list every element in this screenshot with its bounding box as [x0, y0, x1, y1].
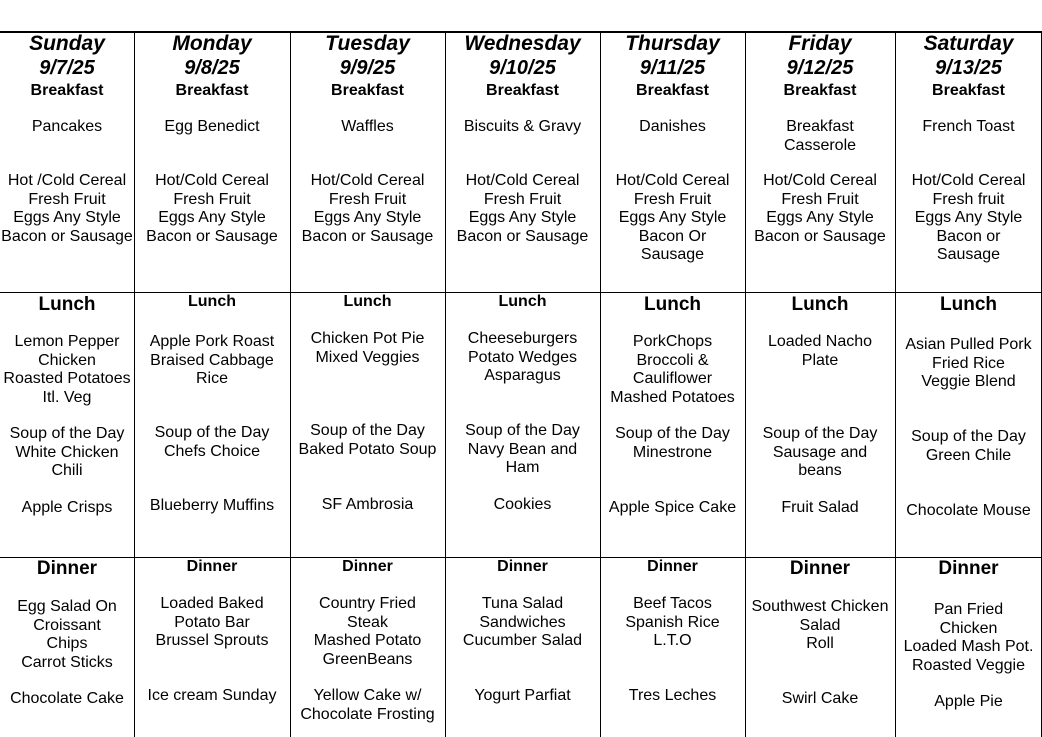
menu-item: Cucumber Salad — [462, 632, 583, 649]
menu-item: Asian Pulled Pork — [905, 336, 1032, 353]
menu-item: Chicken — [939, 619, 998, 637]
menu-item: Fruit Salad — [781, 499, 859, 516]
menu-item: Soup of the Day — [762, 425, 878, 442]
menu-item: Loaded Mash Pot. — [903, 638, 1034, 655]
day-column — [290, 0, 445, 737]
menu-item: Chicken Pot Pie — [310, 330, 425, 347]
menu-item: Apple Spice Cake — [608, 499, 737, 516]
menu-item: Yellow Cake w/ — [313, 687, 422, 704]
menu-item: Sausage — [640, 246, 705, 263]
menu-item: Eggs Any Style — [468, 209, 577, 226]
menu-item: Soup of the Day — [310, 422, 425, 439]
menu-item: Mixed Veggies — [315, 348, 420, 366]
menu-item: Cookies — [493, 496, 552, 513]
menu-item: PorkChops — [632, 333, 713, 350]
menu-item: French Toast — [922, 118, 1015, 135]
menu-item: Waffles — [341, 118, 394, 135]
day-date: 9/8/25 — [184, 57, 240, 79]
menu-item: Plate — [801, 351, 839, 369]
menu-item: Green Chile — [925, 446, 1012, 464]
breakfast-header: Breakfast — [636, 82, 709, 99]
menu-item: Roasted Veggie — [912, 656, 1025, 674]
menu-item: Apple Pie — [934, 693, 1003, 710]
menu-item: GreenBeans — [322, 650, 413, 668]
breakfast-item-group — [875, 172, 1042, 265]
menu-item: Blueberry Muffins — [149, 497, 275, 514]
menu-item: Minestrone — [632, 443, 713, 461]
menu-item: Hot/Cold Cereal — [763, 172, 877, 189]
menu-item: Chili — [51, 462, 83, 479]
menu-item: Ice cream Sunday — [147, 687, 277, 704]
menu-item: Danishes — [639, 118, 706, 135]
menu-item: Chicken — [38, 351, 96, 369]
lunch-item-group — [875, 502, 1042, 521]
menu-item: Fresh Fruit — [483, 190, 562, 208]
menu-item: Soup of the Day — [615, 425, 730, 442]
menu-item: Sausage and — [772, 443, 868, 461]
breakfast-header: Breakfast — [932, 82, 1005, 99]
day-column — [895, 0, 1042, 737]
lunch-header: Lunch — [188, 293, 236, 310]
lunch-header: Lunch — [940, 294, 997, 315]
day-date: 9/10/25 — [489, 57, 556, 79]
menu-item: Chocolate Frosting — [300, 705, 435, 723]
menu-item: Eggs Any Style — [13, 209, 121, 226]
lunch-header: Lunch — [498, 293, 547, 310]
menu-item: Pan Fried — [933, 601, 1004, 618]
menu-item: Cheeseburgers — [467, 330, 578, 347]
menu-item: Loaded Baked — [160, 595, 264, 612]
dinner-header: Dinner — [36, 558, 98, 579]
menu-item: Fresh Fruit — [633, 190, 712, 208]
day-date: 9/12/25 — [786, 57, 854, 79]
menu-item: Fresh Fruit — [28, 190, 106, 208]
menu-item: Hot/Cold Cereal — [310, 172, 425, 189]
menu-item: Country Fried — [319, 595, 416, 612]
day-name: Tuesday — [325, 32, 410, 55]
menu-item: White Chicken — [15, 443, 119, 461]
dinner-header: Dinner — [647, 558, 698, 575]
menu-item: Beef Tacos — [633, 595, 712, 612]
menu-item: Eggs Any Style — [158, 209, 266, 226]
menu-item: Braised Cabbage — [150, 351, 274, 369]
dinner-header: Dinner — [186, 558, 238, 575]
lunch-header: Lunch — [38, 294, 96, 315]
menu-item: Bacon or Sausage — [456, 227, 589, 245]
menu-item: Southwest Chicken — [751, 598, 889, 615]
menu-item: Hot/Cold Cereal — [155, 172, 269, 189]
dinner-header: Dinner — [497, 558, 548, 575]
menu-item: beans — [798, 462, 842, 479]
menu-item: Bacon or Sausage — [754, 227, 886, 245]
menu-item: Hot /Cold Cereal — [7, 172, 127, 189]
menu-item: Casserole — [783, 136, 857, 154]
menu-item: Apple Crisps — [21, 499, 113, 516]
menu-item: Fresh Fruit — [173, 190, 251, 208]
menu-item: Apple Pork Roast — [149, 333, 275, 350]
breakfast-item-group — [875, 118, 1042, 137]
menu-item: Baked Potato Soup — [298, 440, 437, 458]
breakfast-header: Breakfast — [486, 82, 559, 99]
dinner-item-group — [875, 601, 1042, 675]
day-date: 9/13/25 — [935, 57, 1002, 79]
dinner-header: Dinner — [342, 558, 393, 575]
menu-item: Eggs Any Style — [766, 209, 874, 226]
day-column — [445, 0, 600, 737]
lunch-header: Lunch — [644, 294, 701, 315]
day-name: Wednesday — [464, 32, 581, 55]
day-column — [600, 0, 745, 737]
day-column — [745, 0, 895, 737]
dinner-header: Dinner — [789, 558, 851, 579]
lunch-header: Lunch — [343, 293, 392, 310]
menu-item: Veggie Blend — [921, 373, 1016, 390]
lunch-item-group — [875, 428, 1042, 465]
day-name: Sunday — [29, 32, 105, 55]
menu-item: Eggs Any Style — [914, 209, 1023, 226]
day-name: Thursday — [625, 32, 720, 55]
lunch-header: Lunch — [791, 294, 849, 315]
day-name: Monday — [172, 32, 252, 55]
menu-item: Potato Bar — [174, 613, 250, 631]
menu-item: Navy Bean and — [467, 440, 578, 458]
menu-item: Carrot Sticks — [21, 653, 113, 671]
menu-item: Bacon or Sausage — [146, 227, 278, 245]
menu-item: Chips — [46, 635, 88, 652]
menu-item: Tres Leches — [628, 687, 717, 704]
menu-item: Asparagus — [484, 367, 561, 384]
menu-item: Potato Wedges — [467, 348, 578, 366]
menu-item: Broccoli & — [636, 351, 709, 369]
menu-item: Fried Rice — [932, 354, 1005, 372]
menu-item: Eggs Any Style — [618, 209, 727, 226]
breakfast-header: Breakfast — [331, 82, 404, 99]
day-column — [134, 0, 290, 737]
menu-item: Fresh Fruit — [781, 190, 859, 208]
breakfast-header: Breakfast — [30, 82, 104, 99]
menu-item: Hot/Cold Cereal — [911, 172, 1026, 189]
day-date: 9/9/25 — [339, 57, 396, 79]
menu-item: Swirl Cake — [781, 690, 859, 707]
day-name: Friday — [788, 32, 852, 55]
menu-item: Bacon or — [936, 227, 1001, 245]
menu-item: Brussel Sprouts — [155, 632, 269, 649]
menu-item: SF Ambrosia — [321, 496, 414, 513]
menu-item: Fresh fruit — [932, 190, 1005, 208]
menu-item: Soup of the Day — [465, 422, 580, 439]
menu-item: Chocolate Cake — [10, 690, 124, 707]
menu-item: Mashed Potatoes — [610, 388, 735, 406]
menu-item: Yogurt Parfiat — [474, 687, 571, 704]
menu-item: Hot/Cold Cereal — [615, 172, 730, 189]
menu-item: Roll — [806, 635, 834, 652]
menu-item: Soup of the Day — [154, 424, 270, 441]
menu-item: Chefs Choice — [163, 442, 261, 460]
menu-item: Bacon or Sausage — [301, 227, 434, 245]
menu-item: Ham — [505, 459, 540, 476]
menu-item: Salad — [799, 616, 841, 634]
menu-item: Fresh Fruit — [328, 190, 407, 208]
menu-item: Sausage — [936, 246, 1001, 263]
menu-item: Spanish Rice — [625, 613, 720, 631]
menu-item: Sandwiches — [479, 613, 566, 631]
menu-item: Pancakes — [31, 118, 103, 135]
lunch-item-group — [875, 336, 1042, 392]
menu-item: Tuna Salad — [481, 595, 564, 612]
menu-item: Eggs Any Style — [313, 209, 422, 226]
menu-item: Rice — [195, 370, 228, 387]
menu-item: Itl. Veg — [42, 388, 92, 406]
menu-item: Hot/Cold Cereal — [465, 172, 580, 189]
menu-item: Cauliflower — [632, 370, 713, 387]
dinner-header: Dinner — [938, 558, 999, 579]
menu-item: Egg Benedict — [164, 118, 260, 135]
dinner-item-group — [875, 693, 1042, 712]
day-name: Saturday — [923, 32, 1014, 55]
menu-item: Croissant — [33, 616, 101, 634]
breakfast-header: Breakfast — [175, 82, 249, 99]
menu-item: Mashed Potato — [313, 632, 422, 649]
menu-item: Lemon Pepper — [14, 333, 120, 350]
menu-item: Biscuits & Gravy — [463, 118, 582, 135]
menu-item: Bacon Or — [638, 227, 707, 245]
day-date: 9/7/25 — [39, 57, 95, 79]
menu-item: Egg Salad On — [17, 598, 117, 615]
menu-item: Steak — [347, 613, 388, 631]
menu-item: Loaded Nacho — [767, 333, 873, 350]
menu-item: Bacon or Sausage — [1, 227, 133, 245]
day-date: 9/11/25 — [639, 57, 706, 79]
menu-item: L.T.O — [653, 632, 692, 649]
menu-item: Roasted Potatoes — [3, 370, 131, 387]
menu-item: Soup of the Day — [9, 425, 125, 442]
menu-item: Breakfast — [786, 118, 854, 135]
menu-item: Chocolate Mouse — [906, 502, 1031, 519]
menu-item: Soup of the Day — [911, 428, 1026, 445]
breakfast-header: Breakfast — [783, 82, 857, 99]
